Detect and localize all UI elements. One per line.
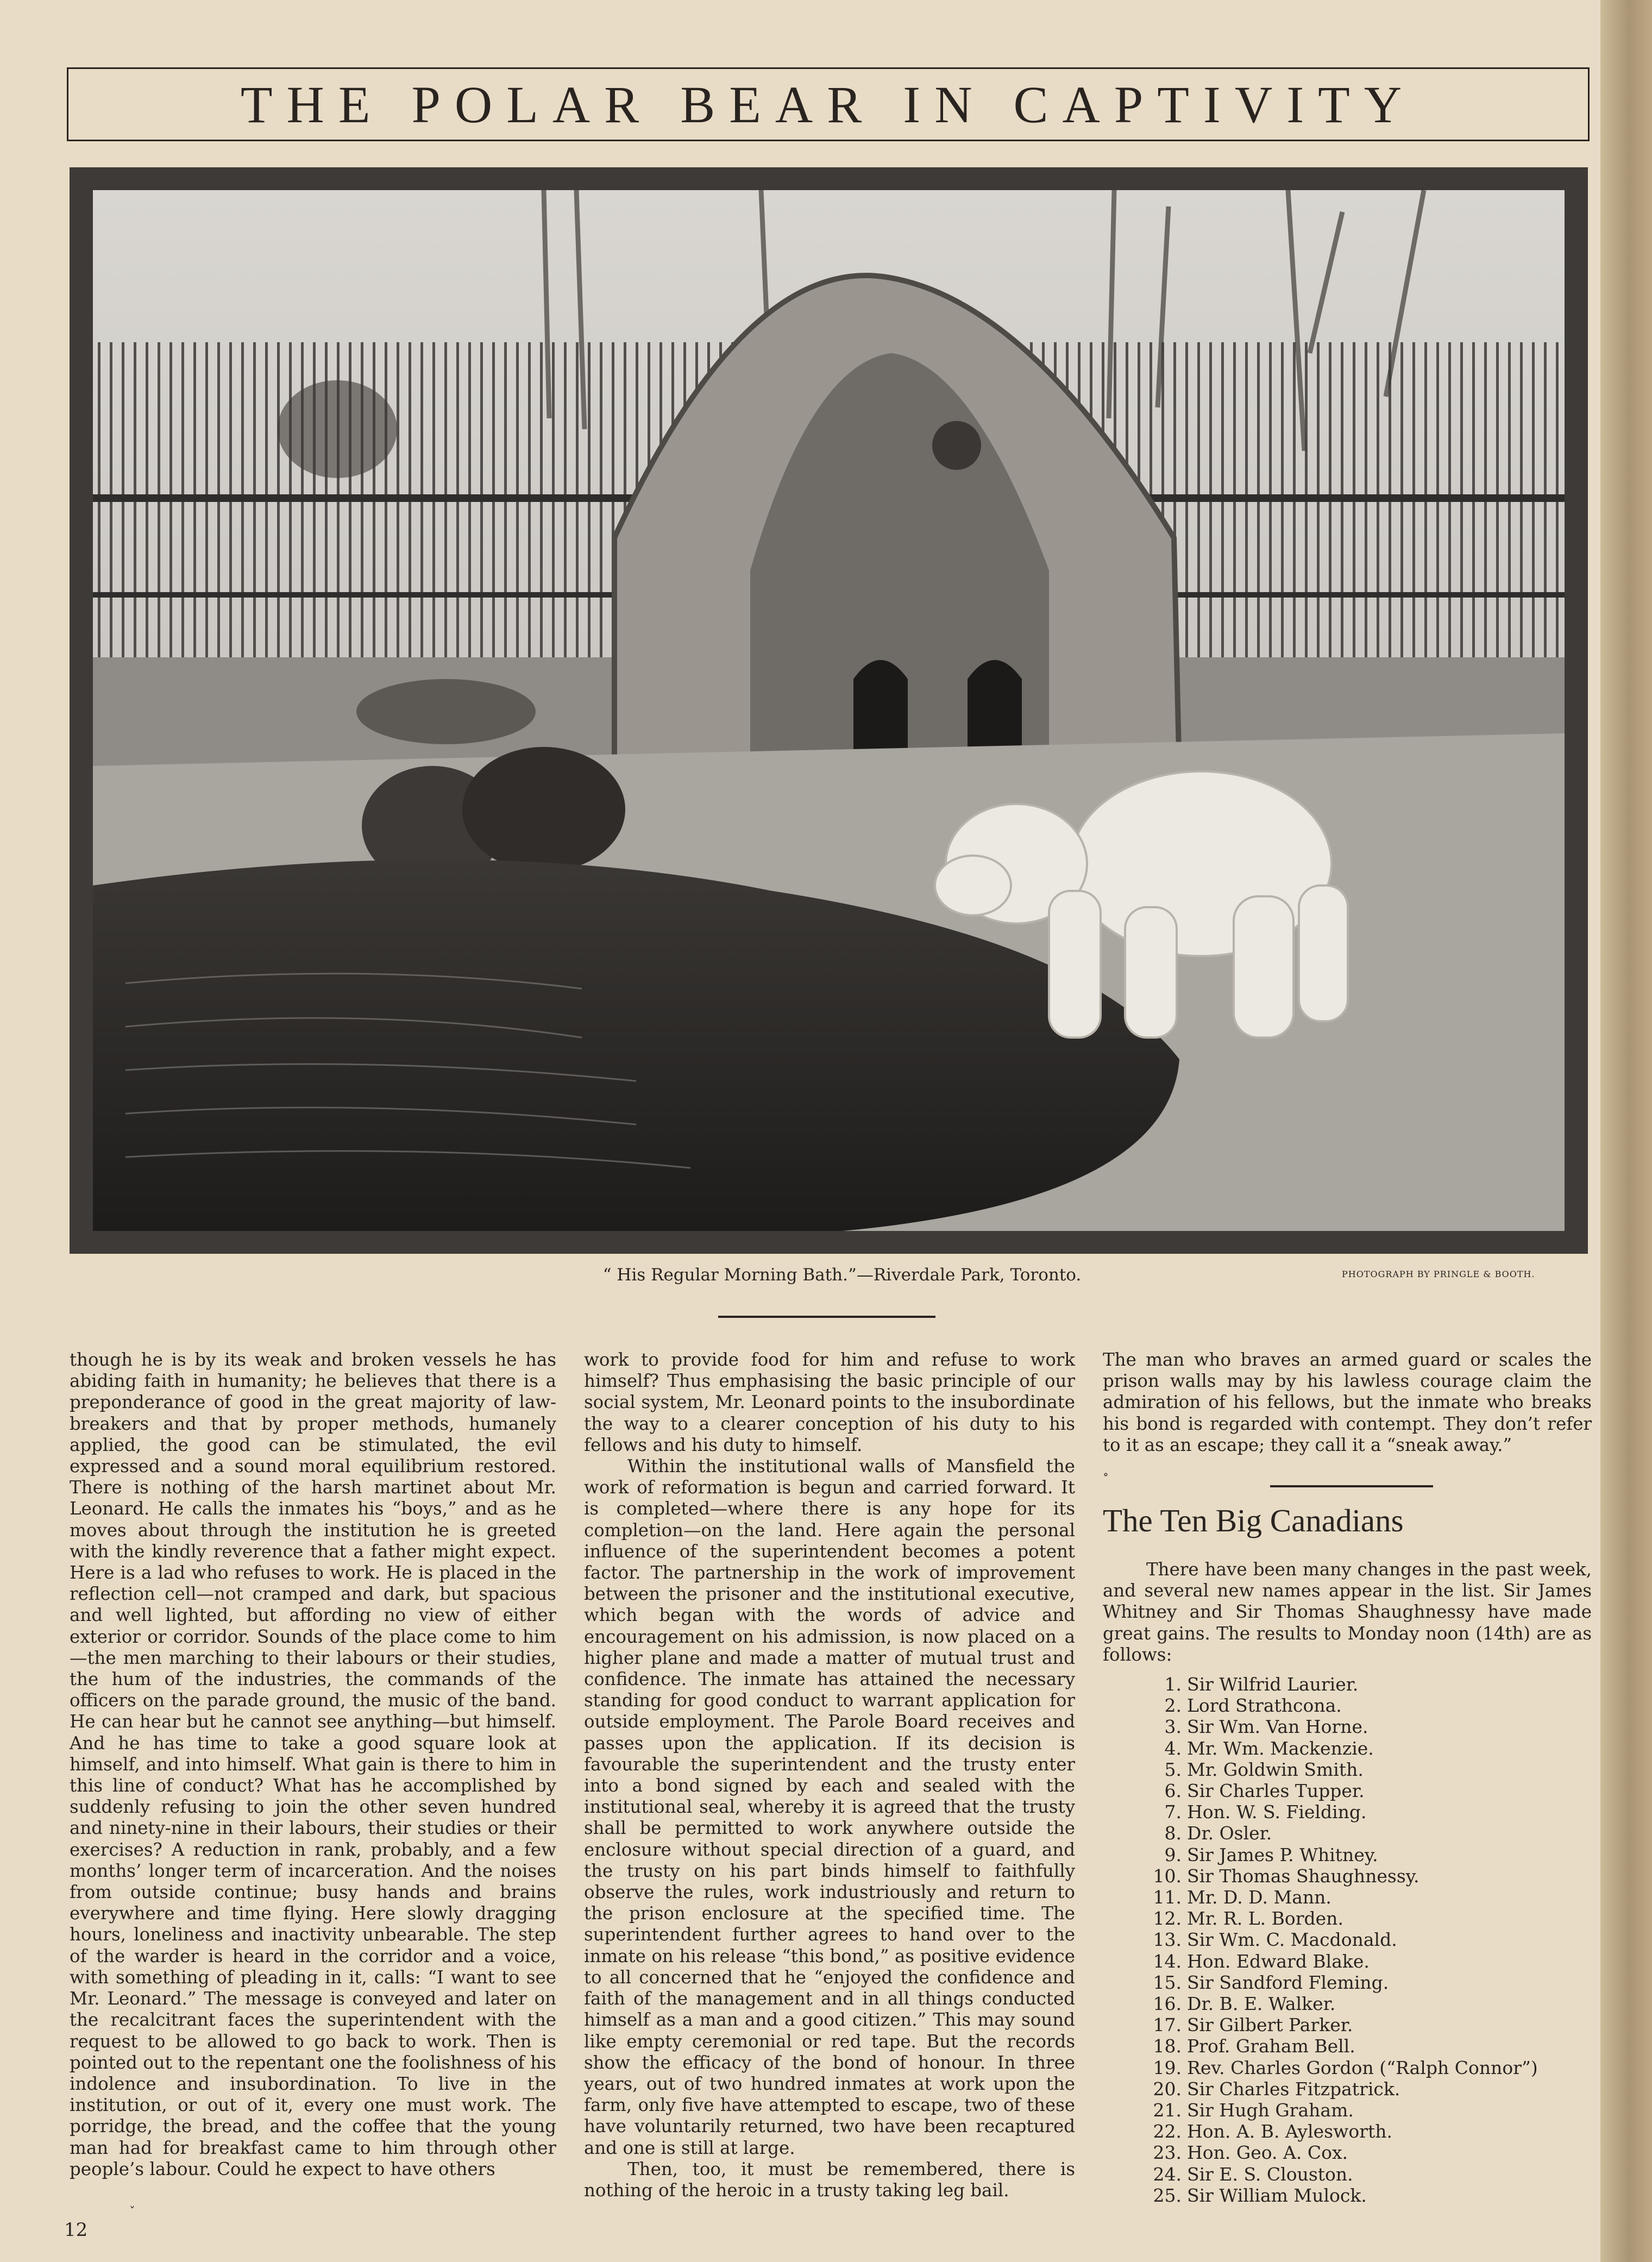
ranking-name: Mr. D. D. Mann. <box>1187 1887 1331 1908</box>
canadians-ranking-list <box>1144 1674 1538 2206</box>
ranking-name: Dr. Osler. <box>1187 1823 1272 1844</box>
ranking-item <box>1144 2121 1538 2142</box>
ranking-name: Mr. Goldwin Smith. <box>1187 1758 1364 1780</box>
ranking-number: 11. <box>1153 1887 1182 1908</box>
ranking-item <box>1144 1972 1538 1993</box>
ranking-number: 25. <box>1153 2184 1182 2206</box>
ranking-number: 7. <box>1164 1801 1182 1823</box>
ranking-item <box>1144 2164 1538 2185</box>
ranking-name: Sir Wilfrid Laurier. <box>1187 1674 1359 1695</box>
ranking-item <box>1144 1844 1538 1865</box>
ranking-name: Sir E. S. Clouston. <box>1187 2163 1353 2185</box>
ranking-item <box>1144 2078 1538 2100</box>
photo-credit: PHOTOGRAPH BY PRINGLE & BOOTH. <box>1342 1269 1535 1279</box>
ranking-name: Sir James P. Whitney. <box>1187 1844 1378 1865</box>
ranking-number: 20. <box>1153 2078 1182 2100</box>
ranking-item <box>1144 2185 1538 2206</box>
ranking-item <box>1144 1908 1538 1929</box>
ranking-name: Hon. A. B. Aylesworth. <box>1187 2121 1392 2142</box>
ranking-name: Rev. Charles Gordon (“Ralph Connor”) <box>1187 2057 1538 2078</box>
ranking-item <box>1144 2014 1538 2035</box>
article-title: THE POLAR BEAR IN CAPTIVITY <box>240 75 1416 134</box>
ranking-name: Mr. R. L. Borden. <box>1187 1908 1343 1930</box>
ranking-number: 9. <box>1164 1844 1182 1865</box>
ranking-name: Sir Thomas Shaughnessy. <box>1187 1865 1419 1887</box>
article-column-1 <box>70 1349 556 2180</box>
ranking-name: Lord Strathcona. <box>1187 1695 1342 1717</box>
article-paragraph: though he is by its weak and broken vessels he has abiding faith in humanity; he believes that there is a preponderance of good in the great majority of law-breakers and that by proper methods, humanely applied, the good can be stimulated, the evil expressed and a sound moral equilibrium restored. There is nothing of the harsh martinet about Mr. Leonard. He calls the inmates his “boys,” and as he moves about through the institution he is greeted with the kindly reverence that a father might expect. Here is a lad who refuses to work. He is placed in the reflection cell—not cramped and dark, but spacious and well lighted, but affording no view of either exterior or corridor. Sounds of the place come to him—the men marching to their labours or their studies, the hum of the industries, the commands of the officers on the parade ground, the music of the band. He can hear but he cannot see anything—but himself. And he has time to take a good square look at himself, and into himself. What gain is there to him in this line of conduct? What has he accomplished by suddenly refusing to join the other seven hundred and ninety-nine in their labours, their studies or their exercises? A reduction in rank, probably, and a few months’ longer term of incarceration. And the noises from outside continue; busy hands and brains everywhere and time flying. Here slowly dragging hours, loneliness and inactivity unbearable. The step of the warder is heard in the corridor and a voice, with something of pleading in it, calls: “I want to see Mr. Leonard.” The message is conveyed and later on the recalcitrant faces the superintendent with the request to be allowed to go back to work. Then is pointed out to the repentant one the foolishness of his indolence and insubordination. To live in the institution, or out of it, every one must work. The porridge, the bread, and the coffee that the young man had for breakfast came to him through other people’s labour. Could he expect to have others <box>70 1349 556 2179</box>
ranking-item <box>1144 2100 1538 2121</box>
ranking-name: Sir Hugh Graham. <box>1187 2100 1354 2121</box>
page-edge-shadow <box>1600 0 1652 2262</box>
ranking-number: 1. <box>1164 1674 1182 1695</box>
ranking-item <box>1144 2035 1538 2057</box>
ranking-item <box>1144 1674 1538 1695</box>
ranking-item <box>1144 1780 1538 1801</box>
ranking-name: Hon. Edward Blake. <box>1187 1950 1370 1972</box>
ranking-name: Sir William Mulock. <box>1187 2184 1367 2206</box>
ranking-number: 3. <box>1164 1716 1182 1738</box>
ranking-number: 24. <box>1153 2163 1182 2185</box>
ranking-number: 8. <box>1164 1823 1182 1844</box>
ranking-number: 21. <box>1153 2100 1182 2121</box>
page-number: 12 <box>64 2219 88 2241</box>
ranking-number: 16. <box>1153 1993 1182 2015</box>
ranking-number: 14. <box>1153 1950 1182 1972</box>
ranking-name: Hon. Geo. A. Cox. <box>1187 2142 1348 2164</box>
section-heading: The Ten Big Canadians <box>1103 1503 1404 1538</box>
ranking-name: Sir Sandford Fleming. <box>1187 1971 1389 1993</box>
ranking-number: 5. <box>1164 1758 1182 1780</box>
ranking-number: 2. <box>1164 1695 1182 1717</box>
section-intro: There have been many changes in the past week, and several new names appear in the list. Sir James Whitney and Sir Thomas Shaughnessy have made great gains. The results to Monday noon (14th) are as follows: <box>1103 1559 1592 1665</box>
ranking-name: Mr. Wm. Mackenzie. <box>1187 1737 1374 1759</box>
ranking-item <box>1144 2142 1538 2163</box>
ranking-number: 22. <box>1153 2121 1182 2142</box>
ranking-number: 13. <box>1153 1929 1182 1951</box>
ranking-number: 10. <box>1153 1865 1182 1887</box>
stray-mark: ˇ <box>129 2206 135 2219</box>
ranking-name: Sir Wm. C. Macdonald. <box>1187 1929 1397 1951</box>
ranking-number: 19. <box>1153 2057 1182 2078</box>
ranking-name: Sir Gilbert Parker. <box>1187 2014 1353 2036</box>
ranking-item <box>1144 2057 1538 2078</box>
ranking-item <box>1144 1738 1538 1759</box>
ranking-name: Sir Charles Tupper. <box>1187 1780 1365 1802</box>
ranking-item <box>1144 1951 1538 1972</box>
ranking-item <box>1144 1801 1538 1823</box>
polar-bear-photo-illustration <box>93 190 1565 1231</box>
section-rule <box>1270 1485 1433 1487</box>
article-paragraph: Within the institutional walls of Mansfield the work of reformation is begun and carried forward. It is completed—where there is any hope for its completion—on the land. Here again the personal influence of the superintendent becomes a potent factor. The partnership in the work of improvement between the prisoner and the institutional executive, which began with the words of advice and encouragement on his admission, is now placed on a higher plane and made a matter of mutual trust and confidence. The inmate has attained the necessary standing for good conduct to warrant application for outside employment. The Parole Board receives and passes upon the application. If its decision is favourable the superintendent and the trusty enter into a bond signed by each and sealed with the institutional seal, whereby it is agreed that the trusty shall be permitted to work anywhere outside the enclosure without special direction of a guard, and the trusty on his part binds himself to faithfully observe the rules, work industriously and return to the prison enclosure at the specified time. The superintendent further agrees to hand over to the inmate on his release “this bond,” as positive evidence to all concerned that he “enjoyed the confidence and faith of the management and in all things conducted himself as a man and a good citizen.” This may sound like empty ceremonial or red tape. But the records show the efficacy of the bond of honour. In three years, out of two hundred inmates at work upon the farm, only five have attempted to escape, two of these have voluntarily returned, two have been recaptured and one is still at large. <box>584 1456 1075 2158</box>
ranking-name: Sir Charles Fitzpatrick. <box>1187 2078 1400 2100</box>
polar-bear-photograph <box>70 167 1588 1254</box>
stray-mark: ˚ <box>1103 1473 1109 1487</box>
article-paragraph: Then, too, it must be remembered, there is nothing of the heroic in a trusty taking leg bail. <box>584 2158 1075 2201</box>
ranking-number: 6. <box>1164 1780 1182 1802</box>
ranking-item <box>1144 1716 1538 1737</box>
ranking-number: 18. <box>1153 2035 1182 2057</box>
ranking-item <box>1144 1993 1538 2014</box>
ranking-number: 23. <box>1153 2142 1182 2164</box>
ranking-name: Prof. Graham Bell. <box>1187 2035 1355 2057</box>
ranking-number: 12. <box>1153 1908 1182 1930</box>
ranking-name: Dr. B. E. Walker. <box>1187 1993 1336 2015</box>
ranking-item <box>1144 1929 1538 1950</box>
ranking-item <box>1144 1759 1538 1780</box>
ranking-item <box>1144 1865 1538 1887</box>
caption-rule <box>718 1316 935 1318</box>
ranking-item <box>1144 1887 1538 1908</box>
rock-slab <box>356 679 536 744</box>
ranking-item <box>1144 1695 1538 1716</box>
rock-right <box>462 747 625 872</box>
article-paragraph: The man who braves an armed guard or scales the prison walls may by his lawless courage claim the admiration of his fellows, but the inmate who breaks his bond is regarded with contempt. They don’t refer to it as an escape; they call it a “sneak away.” <box>1103 1349 1592 1455</box>
ranking-name: Hon. W. S. Fielding. <box>1187 1801 1367 1823</box>
article-paragraph: work to provide food for him and refuse to work himself? Thus emphasising the basic principle of our social system, Mr. Leonard points to the insubordinate the way to a clearer conception of his duty to his fellows and his duty to himself. <box>584 1349 1075 1455</box>
article-column-3 <box>1103 1349 1592 1456</box>
article-column-2 <box>584 1349 1075 2201</box>
ranking-name: Sir Wm. Van Horne. <box>1187 1716 1368 1738</box>
ranking-number: 15. <box>1153 1971 1182 1993</box>
photo-caption: “ His Regular Morning Bath.”—Riverdale Park, Toronto. <box>602 1265 1082 1285</box>
ranking-number: 17. <box>1153 2014 1182 2036</box>
ranking-number: 4. <box>1164 1737 1182 1759</box>
ranking-item <box>1144 1823 1538 1844</box>
article-title-box <box>67 67 1590 141</box>
